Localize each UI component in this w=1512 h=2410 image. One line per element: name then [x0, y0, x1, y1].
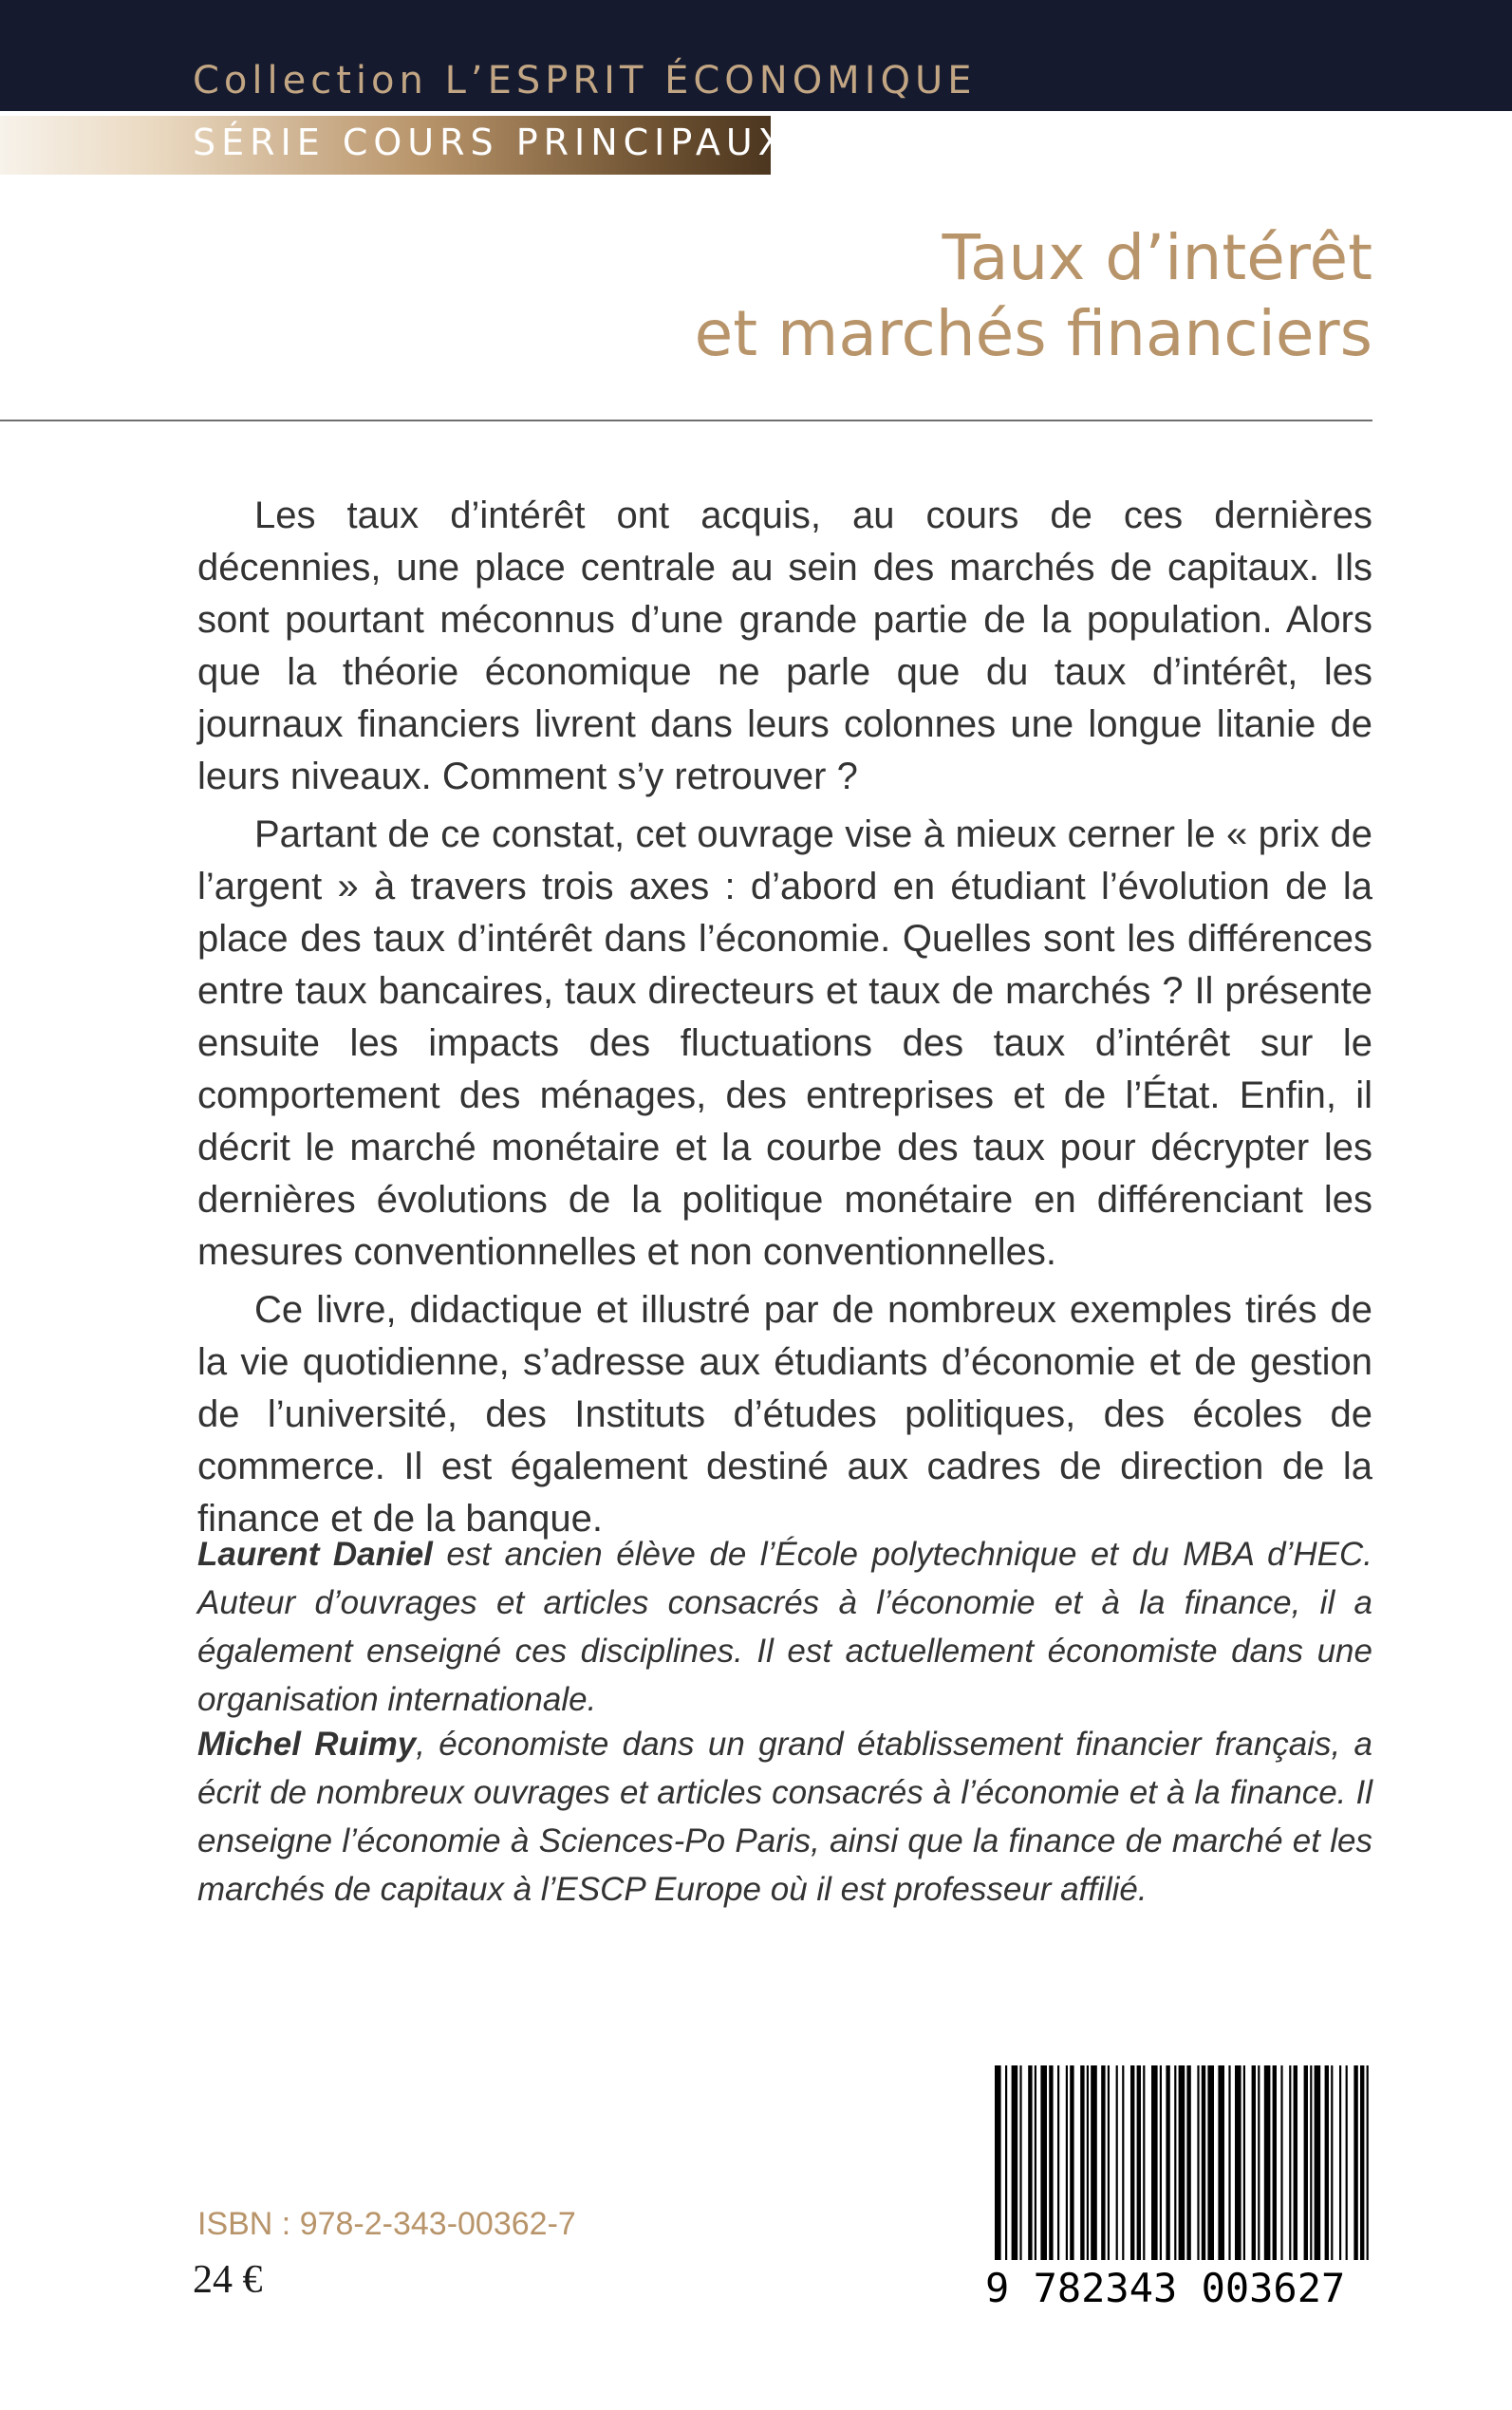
title-line-2: et marchés financiers: [694, 297, 1372, 370]
barcode-bar: [1028, 2065, 1032, 2260]
barcode-bar: [1315, 2065, 1321, 2260]
barcode-bar: [1019, 2065, 1021, 2260]
barcode-bar: [1294, 2065, 1297, 2260]
barcode-bars: [985, 2065, 1382, 2265]
barcode-bar: [1289, 2065, 1291, 2260]
title-line-1: Taux d’intérêt: [942, 221, 1372, 294]
barcode-bar: [1304, 2065, 1308, 2260]
barcode-bar: [1186, 2065, 1190, 2260]
barcode-bar: [1258, 2065, 1260, 2260]
barcode-bar: [1091, 2065, 1097, 2260]
author-bio-text: , économiste dans un grand établissement financier français, a écrit de nombreux ouvrages et articles consacrés à l’économie et à la finance. Il enseigne l’économie à Sciences-Po Paris, ainsi que la finance de marché et les marchés de capitaux à l’ESCP Europe où il est professeur affilié.: [197, 1726, 1373, 1908]
barcode-bar: [1179, 2065, 1185, 2260]
barcode-bar: [1202, 2065, 1205, 2260]
barcode-bar: [1035, 2065, 1036, 2260]
barcode-bar: [1166, 2065, 1169, 2260]
barcode-bar: [1087, 2065, 1089, 2260]
barcode-bar: [1137, 2065, 1141, 2260]
blurb: [197, 490, 1372, 1551]
barcode-bar: [1070, 2065, 1073, 2260]
barcode-bar: [1325, 2065, 1329, 2260]
barcode-bar: [1197, 2065, 1199, 2260]
barcode-bar: [1346, 2065, 1348, 2260]
barcode-bar: [1353, 2065, 1357, 2260]
blurb-paragraph-2: Partant de ce constat, cet ouvrage vise à mieux cerner le « prix de l’argent » à travers trois axes : d’abord en étudiant l’évolution de la place des taux d’intérêt dans l’économie. Quelles sont les différences entre taux bancaires, taux directeurs et taux de marchés ? Il présente ensuite les impacts des fluctuations des taux d’intérêt sur le comportement des ménages, des entreprises et de l’État. Enfin, il décrit le marché monétaire et la courbe des taux pour décrypter les dernières évolutions de la politique monétaire en différenciant les mesures conventionnelles et non conventionnelles.: [197, 813, 1372, 1273]
barcode-bar: [1049, 2065, 1053, 2260]
series-name: SÉRIE COURS PRINCIPAUX: [193, 121, 789, 163]
barcode-bar: [1108, 2065, 1110, 2260]
barcode-bar: [1040, 2065, 1047, 2260]
author-name: Michel Ruimy: [197, 1726, 417, 1763]
isbn: ISBN : 978-2-343-00362-7: [197, 2206, 576, 2242]
barcode-bar: [1252, 2065, 1256, 2260]
barcode-bar: [1280, 2065, 1282, 2260]
barcode-bar: [1207, 2065, 1214, 2260]
price: 24 €: [193, 2258, 263, 2302]
collection-name: Collection L’ESPRIT ÉCONOMIQUE: [193, 59, 977, 103]
title-divider: [0, 420, 1372, 421]
barcode-bar: [1143, 2065, 1145, 2260]
barcode-digits: 9 782343 003627: [985, 2265, 1346, 2311]
barcode-bar: [1012, 2065, 1018, 2260]
barcode-bar: [1174, 2065, 1176, 2260]
barcode: [985, 2065, 1382, 2311]
barcode-bar: [1218, 2065, 1224, 2260]
barcode-bar: [1367, 2065, 1369, 2260]
barcode-bar: [995, 2065, 1001, 2260]
barcode-bar: [1160, 2065, 1162, 2260]
barcode-bar: [1339, 2065, 1341, 2260]
barcode-bar: [1273, 2065, 1277, 2260]
author-name: Laurent Daniel: [197, 1536, 433, 1573]
barcode-bar: [1360, 2065, 1364, 2260]
barcode-bar: [1101, 2065, 1105, 2260]
barcode-bar: [1080, 2065, 1084, 2260]
barcode-bar: [1057, 2065, 1059, 2260]
blurb-paragraph-1: Les taux d’intérêt ont acquis, au cours de ces dernières décennies, une place centrale au sein des marchés de capitaux. Ils sont pourtant méconnus d’une grande partie de la population. Alors que la théorie économique ne parle que du taux d’intérêt, les journaux financiers livrent dans leurs colonnes une longue litanie de leurs niveaux. Comment s’y retrouver ?: [197, 495, 1372, 797]
author-bio-text: est ancien élève de l’École polytechnique et du MBA d’HEC. Auteur d’ouvrages et articles consacrés à l’économie et à la finance, il a également enseigné ces disciplines. Il est actuellement économiste dans une organisation internationale.: [197, 1536, 1372, 1718]
barcode-bar: [1243, 2065, 1245, 2260]
barcode-bar: [1066, 2065, 1068, 2260]
barcode-bar: [1130, 2065, 1134, 2260]
barcode-bar: [1310, 2065, 1312, 2260]
barcode-bar: [1005, 2065, 1007, 2260]
blurb-paragraph-3: Ce livre, didactique et illustré par de nombreux exemples tirés de la vie quotidienne, s’adresse aux étudiants d’économie et de gestion de l’université, des Instituts d’études politiques, des écoles de commerce. Il est également destiné aux cadres de direction de la finance et de la banque.: [197, 1289, 1372, 1540]
barcode-bar: [1116, 2065, 1118, 2260]
author-bio-2: [197, 1720, 1372, 1914]
barcode-bar: [1122, 2065, 1124, 2260]
barcode-bar: [1228, 2065, 1230, 2260]
barcode-bar: [1235, 2065, 1241, 2260]
book-title: [695, 220, 1372, 372]
author-bio-1: [197, 1530, 1372, 1724]
barcode-bar: [1331, 2065, 1333, 2260]
barcode-bar: [1264, 2065, 1271, 2260]
barcode-bar: [1151, 2065, 1158, 2260]
